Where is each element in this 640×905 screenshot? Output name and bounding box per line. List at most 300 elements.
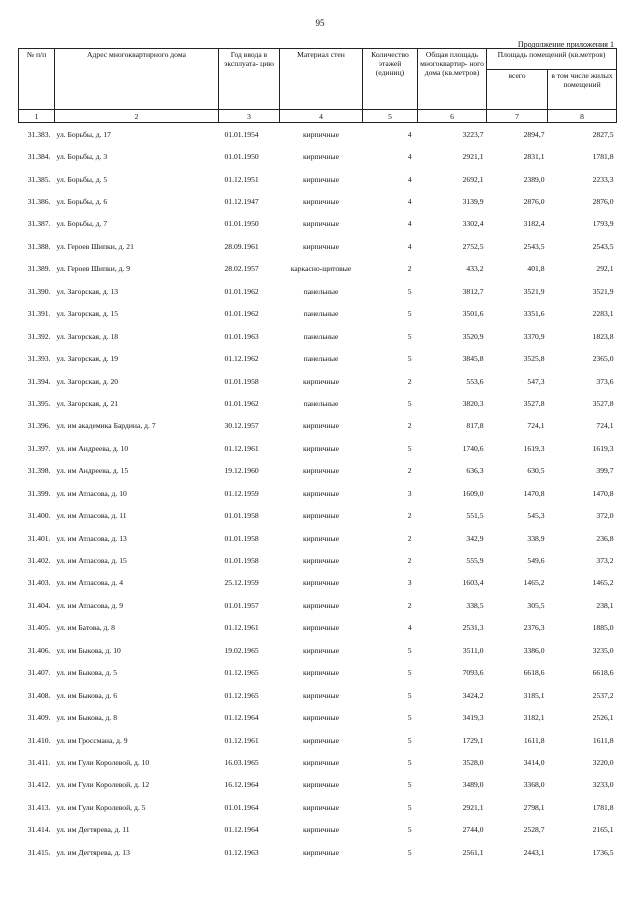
table-row	[19, 392, 617, 414]
row-material: кирпичные	[302, 488, 340, 498]
table-row	[19, 213, 617, 235]
row-total-area: 3812,7	[462, 286, 484, 296]
row-total-area: 3511,0	[462, 645, 484, 655]
row-address: ул. им Атласова, д. 9	[56, 600, 123, 610]
row-floors: 5	[407, 847, 412, 857]
row-premises-living: 2365,0	[592, 354, 614, 364]
table-row	[19, 639, 617, 661]
table-row	[19, 841, 617, 863]
row-premises-all: 1619,3	[523, 443, 545, 453]
row-total-area: 3139,9	[462, 197, 484, 207]
row-floors: 2	[407, 466, 412, 476]
row-number: 31.408.	[27, 690, 51, 700]
row-premises-living: 1781,8	[592, 802, 614, 812]
header-year: Год ввода в эксплуата- цию	[219, 49, 280, 110]
table-row	[19, 684, 617, 706]
table-row	[19, 235, 617, 257]
row-material: кирпичные	[302, 241, 340, 251]
row-year: 01.12.1964	[224, 825, 259, 835]
row-premises-all: 545,3	[527, 511, 545, 521]
column-number: 3	[219, 110, 280, 123]
row-premises-living: 1736,5	[592, 847, 614, 857]
row-premises-all: 2389,0	[523, 174, 545, 184]
row-premises-all: 6618,6	[523, 668, 545, 678]
row-total-area: 3424,2	[462, 690, 484, 700]
row-total-area: 636,3	[466, 466, 484, 476]
row-year: 01.12.1947	[224, 197, 259, 207]
row-premises-all: 3527,8	[523, 398, 545, 408]
row-floors: 4	[407, 152, 412, 162]
row-premises-living: 238,1	[596, 600, 614, 610]
row-number: 31.398.	[27, 466, 51, 476]
row-premises-all: 630,5	[527, 466, 545, 476]
row-floors: 5	[407, 780, 412, 790]
row-number: 31.410.	[27, 735, 51, 745]
row-number: 31.415.	[27, 847, 51, 857]
row-total-area: 2921,1	[462, 802, 484, 812]
table-row	[19, 527, 617, 549]
row-total-area: 3489,0	[462, 780, 484, 790]
row-premises-all: 3414,0	[523, 757, 545, 767]
column-number-row	[19, 110, 617, 123]
row-premises-living: 1470,8	[592, 488, 614, 498]
table-row	[19, 572, 617, 594]
housing-table	[18, 48, 617, 863]
row-premises-all: 2443,1	[523, 847, 545, 857]
row-material: панельные	[303, 286, 339, 296]
table-row	[19, 819, 617, 841]
row-address: ул. им Гули Королевой, д. 10	[56, 757, 150, 767]
row-floors: 5	[407, 668, 412, 678]
row-material: кирпичные	[302, 556, 340, 566]
table-row	[19, 460, 617, 482]
row-material: кирпичные	[302, 511, 340, 521]
table-row	[19, 370, 617, 392]
row-premises-all: 3351,6	[523, 309, 545, 319]
table-row	[19, 796, 617, 818]
row-total-area: 1609,0	[462, 488, 484, 498]
row-year: 01.12.1963	[224, 847, 259, 857]
row-floors: 2	[407, 511, 412, 521]
row-address: ул. им Быкова, д. 6	[56, 690, 117, 700]
row-address: ул. Загорская, д. 19	[56, 354, 119, 364]
row-premises-all: 3386,0	[523, 645, 545, 655]
row-number: 31.394.	[27, 376, 51, 386]
row-number: 31.407.	[27, 668, 51, 678]
row-number: 31.390.	[27, 286, 51, 296]
row-material: кирпичные	[302, 825, 340, 835]
row-year: 30.12.1957	[224, 421, 259, 431]
row-address: ул. им Андреева, д. 10	[56, 443, 129, 453]
row-total-area: 2752,5	[462, 241, 484, 251]
row-total-area: 817,8	[466, 421, 484, 431]
row-material: кирпичные	[302, 578, 340, 588]
row-premises-living: 2827,5	[592, 129, 614, 139]
row-number: 31.403.	[27, 578, 51, 588]
row-number: 31.413.	[27, 802, 51, 812]
row-material: кирпичные	[302, 197, 340, 207]
row-number: 31.384.	[27, 152, 51, 162]
row-address: ул. им Гули Королевой, д. 5	[56, 802, 146, 812]
row-floors: 5	[407, 757, 412, 767]
row-premises-all: 305,5	[527, 600, 545, 610]
row-year: 01.01.1962	[224, 309, 259, 319]
row-premises-all: 2831,1	[523, 152, 545, 162]
row-address: ул. Борьбы, д. 3	[56, 152, 108, 162]
row-address: ул. им Атласова, д. 4	[56, 578, 123, 588]
row-total-area: 1740,6	[462, 443, 484, 453]
row-address: ул. Загорская, д. 18	[56, 331, 119, 341]
row-number: 31.393.	[27, 354, 51, 364]
row-premises-all: 1465,2	[523, 578, 545, 588]
row-premises-living: 6618,6	[592, 668, 614, 678]
row-premises-living: 3527,8	[592, 398, 614, 408]
row-floors: 4	[407, 197, 412, 207]
row-material: кирпичные	[302, 645, 340, 655]
row-floors: 2	[407, 264, 412, 274]
row-address: ул. Борьбы, д. 17	[56, 129, 111, 139]
column-number: 1	[19, 110, 55, 123]
row-year: 01.01.1958	[224, 376, 259, 386]
row-material: кирпичные	[302, 668, 340, 678]
column-number: 2	[55, 110, 219, 123]
row-year: 01.12.1961	[224, 735, 259, 745]
row-number: 31.389.	[27, 264, 51, 274]
row-number: 31.402.	[27, 556, 51, 566]
row-address: ул. им Быкова, д. 10	[56, 645, 121, 655]
row-premises-living: 236,8	[596, 533, 614, 543]
row-premises-all: 2376,3	[523, 623, 545, 633]
row-address: ул. Героев Шипки, д. 9	[56, 264, 131, 274]
row-total-area: 3419,3	[462, 713, 484, 723]
table-row	[19, 504, 617, 526]
row-year: 01.01.1962	[224, 398, 259, 408]
row-premises-living: 373,2	[596, 556, 614, 566]
table-body	[19, 123, 617, 864]
row-address: ул. Борьбы, д. 6	[56, 197, 108, 207]
row-floors: 4	[407, 174, 412, 184]
row-premises-living: 373,6	[596, 376, 614, 386]
row-material: кирпичные	[302, 129, 340, 139]
row-material: кирпичные	[302, 713, 340, 723]
row-material: кирпичные	[302, 533, 340, 543]
row-year: 25.12.1959	[224, 578, 259, 588]
row-material: панельные	[303, 354, 339, 364]
row-year: 01.12.1951	[224, 174, 259, 184]
row-premises-all: 1470,8	[523, 488, 545, 498]
row-total-area: 553,6	[466, 376, 484, 386]
row-material: каркасно-щитовые	[290, 264, 352, 274]
row-number: 31.411.	[28, 757, 51, 767]
row-premises-all: 3370,9	[523, 331, 545, 341]
row-address: ул. им Атласова, д. 13	[56, 533, 127, 543]
column-number: 8	[548, 110, 617, 123]
row-number: 31.392.	[27, 331, 51, 341]
row-total-area: 555,9	[466, 556, 484, 566]
row-material: кирпичные	[302, 690, 340, 700]
table-row	[19, 482, 617, 504]
row-number: 31.388.	[27, 241, 51, 251]
row-material: кирпичные	[302, 802, 340, 812]
column-number: 5	[363, 110, 418, 123]
row-floors: 2	[407, 376, 412, 386]
table-row	[19, 594, 617, 616]
row-total-area: 3845,8	[462, 354, 484, 364]
row-material: кирпичные	[302, 600, 340, 610]
row-total-area: 433,2	[466, 264, 484, 274]
row-number: 31.396.	[27, 421, 51, 431]
row-address: ул. им Гроссмана, д. 9	[56, 735, 128, 745]
row-year: 28.02.1957	[224, 264, 259, 274]
row-total-area: 1603,4	[462, 578, 484, 588]
row-year: 01.01.1957	[224, 600, 259, 610]
row-material: панельные	[303, 309, 339, 319]
row-total-area: 2531,3	[462, 623, 484, 633]
row-floors: 3	[407, 488, 412, 498]
row-address: ул. им Дегтярева, д. 11	[56, 825, 130, 835]
table-row	[19, 549, 617, 571]
row-premises-living: 3235,0	[592, 645, 614, 655]
row-premises-all: 3525,8	[523, 354, 545, 364]
row-number: 31.409.	[27, 713, 51, 723]
row-premises-all: 549,6	[527, 556, 545, 566]
row-year: 01.12.1961	[224, 443, 259, 453]
row-number: 31.395.	[27, 398, 51, 408]
row-address: ул. им Батова, д. 8	[56, 623, 115, 633]
row-material: кирпичные	[302, 443, 340, 453]
row-address: ул. им Быкова, д. 5	[56, 668, 117, 678]
table-row	[19, 662, 617, 684]
header-living: в том числе жилых помещений	[548, 70, 617, 110]
row-total-area: 1729,1	[462, 735, 484, 745]
row-year: 01.01.1954	[224, 129, 259, 139]
header-premises-area: Площадь помещений (кв.метров)	[487, 49, 617, 70]
row-total-area: 338,5	[466, 600, 484, 610]
continuation-note: Продолжение приложения 1	[517, 40, 614, 49]
row-premises-living: 292,1	[596, 264, 614, 274]
row-total-area: 3528,0	[462, 757, 484, 767]
row-address: ул. Борьбы, д. 7	[56, 219, 108, 229]
column-number: 4	[280, 110, 363, 123]
row-year: 01.12.1965	[224, 690, 259, 700]
row-total-area: 3223,7	[462, 129, 484, 139]
row-premises-all: 1611,8	[523, 735, 545, 745]
row-year: 01.01.1950	[224, 152, 259, 162]
table-row	[19, 415, 617, 437]
column-number: 6	[418, 110, 487, 123]
row-floors: 2	[407, 556, 412, 566]
table-row	[19, 123, 617, 146]
row-address: ул. им Атласова, д. 11	[56, 511, 127, 521]
row-material: кирпичные	[302, 421, 340, 431]
row-premises-living: 1823,8	[592, 331, 614, 341]
row-premises-living: 1611,8	[592, 735, 614, 745]
table-row	[19, 145, 617, 167]
row-total-area: 3820,3	[462, 398, 484, 408]
row-premises-all: 401,8	[527, 264, 545, 274]
row-year: 01.01.1962	[224, 286, 259, 296]
row-address: ул. Загорская, д. 13	[56, 286, 119, 296]
row-premises-living: 399,7	[596, 466, 614, 476]
row-material: кирпичные	[302, 152, 340, 162]
row-address: ул. Борьбы, д. 5	[56, 174, 108, 184]
row-total-area: 7093,6	[462, 668, 484, 678]
header-floors: Количество этажей (единиц)	[363, 49, 418, 110]
row-address: ул. Героев Шипки, д. 21	[56, 241, 134, 251]
row-floors: 4	[407, 219, 412, 229]
row-material: кирпичные	[302, 174, 340, 184]
row-premises-living: 2165,1	[592, 825, 614, 835]
row-premises-living: 2537,2	[592, 690, 614, 700]
row-material: кирпичные	[302, 780, 340, 790]
header-row-1	[19, 49, 617, 70]
row-floors: 5	[407, 690, 412, 700]
row-year: 28.09.1961	[224, 241, 259, 251]
row-floors: 2	[407, 421, 412, 431]
row-material: кирпичные	[302, 219, 340, 229]
row-floors: 5	[407, 286, 412, 296]
row-year: 19.02.1965	[224, 645, 259, 655]
row-floors: 5	[407, 825, 412, 835]
row-premises-all: 3368,0	[523, 780, 545, 790]
table-row	[19, 168, 617, 190]
row-material: кирпичные	[302, 847, 340, 857]
table-row	[19, 774, 617, 796]
row-material: панельные	[303, 398, 339, 408]
row-number: 31.401.	[27, 533, 51, 543]
row-year: 01.01.1958	[224, 511, 259, 521]
row-premises-all: 3185,1	[523, 690, 545, 700]
row-material: кирпичные	[302, 466, 340, 476]
table-row	[19, 729, 617, 751]
row-total-area: 342,9	[466, 533, 484, 543]
row-number: 31.400.	[27, 511, 51, 521]
row-number: 31.397.	[27, 443, 51, 453]
row-floors: 2	[407, 600, 412, 610]
row-premises-all: 338,9	[527, 533, 545, 543]
row-premises-all: 2528,7	[523, 825, 545, 835]
row-premises-all: 3182,4	[523, 219, 545, 229]
row-number: 31.399.	[27, 488, 51, 498]
row-floors: 5	[407, 735, 412, 745]
row-number: 31.383.	[27, 129, 51, 139]
row-address: ул. им академика Бардина, д. 7	[56, 421, 156, 431]
header-num: № п/п	[19, 49, 55, 110]
row-address: ул. Загорская, д. 15	[56, 309, 119, 319]
row-total-area: 2561,1	[462, 847, 484, 857]
page-number: 95	[315, 18, 325, 28]
row-floors: 3	[407, 578, 412, 588]
header-address: Адрес многоквартирного дома	[55, 49, 219, 110]
row-premises-living: 2526,1	[592, 713, 614, 723]
row-material: кирпичные	[302, 376, 340, 386]
row-number: 31.385.	[27, 174, 51, 184]
table-row	[19, 437, 617, 459]
row-premises-living: 3521,9	[592, 286, 614, 296]
row-number: 31.386.	[27, 197, 51, 207]
row-premises-all: 547,3	[527, 376, 545, 386]
table-row	[19, 617, 617, 639]
row-floors: 5	[407, 331, 412, 341]
row-premises-all: 3182,1	[523, 713, 545, 723]
row-premises-living: 1465,2	[592, 578, 614, 588]
row-premises-all: 2876,0	[523, 197, 545, 207]
row-premises-living: 724,1	[596, 421, 614, 431]
table-row	[19, 303, 617, 325]
row-number: 31.405.	[27, 623, 51, 633]
row-premises-living: 1793,9	[592, 219, 614, 229]
row-total-area: 2744,0	[462, 825, 484, 835]
row-number: 31.414.	[27, 825, 51, 835]
table-row	[19, 280, 617, 302]
row-floors: 5	[407, 398, 412, 408]
row-floors: 4	[407, 623, 412, 633]
row-year: 01.12.1959	[224, 488, 259, 498]
table-row	[19, 347, 617, 369]
row-total-area: 3501,6	[462, 309, 484, 319]
row-address: ул. им Андреева, д. 15	[56, 466, 129, 476]
row-total-area: 3520,9	[462, 331, 484, 341]
row-material: кирпичные	[302, 623, 340, 633]
row-premises-all: 2894,7	[523, 129, 545, 139]
column-number: 7	[487, 110, 548, 123]
row-premises-living: 1885,0	[592, 623, 614, 633]
row-number: 31.404.	[27, 600, 51, 610]
row-year: 01.01.1964	[224, 802, 259, 812]
row-year: 01.12.1964	[224, 713, 259, 723]
row-premises-living: 1619,3	[592, 443, 614, 453]
row-year: 16.12.1964	[224, 780, 259, 790]
row-total-area: 3302,4	[462, 219, 484, 229]
row-year: 16.03.1965	[224, 757, 259, 767]
table-row	[19, 706, 617, 728]
row-premises-all: 3521,9	[523, 286, 545, 296]
row-premises-living: 372,0	[596, 511, 614, 521]
row-year: 01.12.1961	[224, 623, 259, 633]
row-total-area: 551,5	[466, 511, 484, 521]
row-number: 31.412.	[27, 780, 51, 790]
row-address: ул. им Дегтярева, д. 13	[56, 847, 130, 857]
row-year: 19.12.1960	[224, 466, 259, 476]
row-year: 01.01.1958	[224, 556, 259, 566]
row-premises-living: 2543,5	[592, 241, 614, 251]
row-floors: 4	[407, 129, 412, 139]
row-address: ул. Загорская, д. 20	[56, 376, 119, 386]
row-floors: 2	[407, 533, 412, 543]
row-year: 01.01.1958	[224, 533, 259, 543]
table-row	[19, 190, 617, 212]
row-number: 31.391.	[27, 309, 51, 319]
row-premises-living: 3220,0	[592, 757, 614, 767]
row-address: ул. Загорская, д. 21	[56, 398, 119, 408]
row-floors: 5	[407, 645, 412, 655]
header-all: всего	[487, 70, 548, 110]
row-year: 01.12.1965	[224, 668, 259, 678]
row-total-area: 2921,1	[462, 152, 484, 162]
row-material: кирпичные	[302, 735, 340, 745]
row-total-area: 2692,1	[462, 174, 484, 184]
row-material: кирпичные	[302, 757, 340, 767]
row-premises-all: 724,1	[527, 421, 545, 431]
row-number: 31.387.	[27, 219, 51, 229]
row-floors: 5	[407, 309, 412, 319]
header-material: Материал стен	[280, 49, 363, 110]
row-year: 01.12.1962	[224, 354, 259, 364]
row-year: 01.01.1950	[224, 219, 259, 229]
table-row	[19, 325, 617, 347]
row-premises-living: 2283,1	[592, 309, 614, 319]
row-premises-living: 2876,0	[592, 197, 614, 207]
